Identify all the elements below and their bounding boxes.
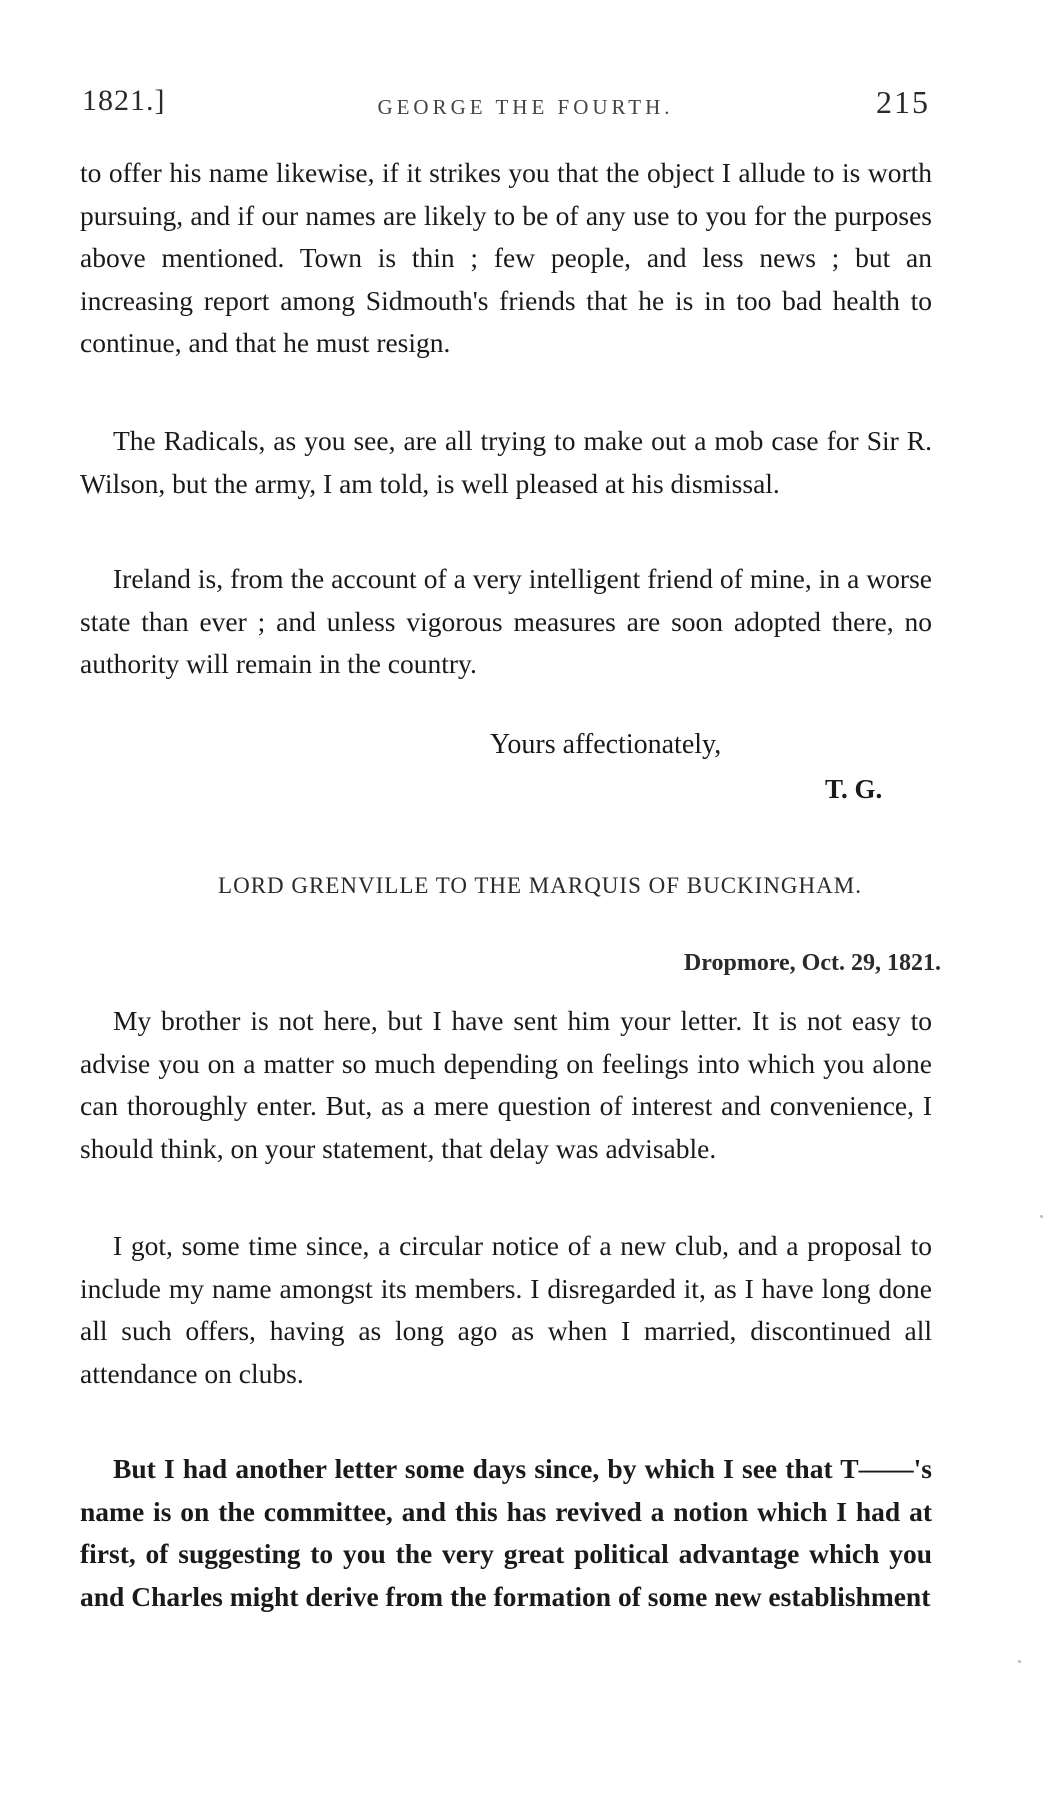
page-number: 215 bbox=[876, 84, 930, 120]
letter1-paragraph-1: to offer his name likewise, if it strikes you that the object I allude to is worth pursuing, and if our names are likely to be of any use to you for the purposes above mentioned. Town is thin ; few people, and less news ; but an increasing report among Sidmouth's friends that he is in too bad health to continue, and that he must resign. bbox=[80, 157, 932, 358]
letter2-heading: LORD GRENVILLE TO THE MARQUIS OF BUCKINGHAM. bbox=[218, 873, 862, 898]
letter1-signature: T. G. bbox=[825, 774, 883, 804]
paper-speck bbox=[1040, 1215, 1043, 1218]
paper-speck bbox=[1018, 1660, 1021, 1663]
letter2-dateline: Dropmore, Oct. 29, 1821. bbox=[683, 950, 941, 976]
letter2-paragraph-1: My brother is not here, but I have sent him your letter. It is not easy to advise you on a matter so much depending on feelings into which you alone can thoroughly enter. But, as a mere question of interest and convenience, I should think, on your statement, that delay was advisable. bbox=[80, 1005, 932, 1164]
letter1-paragraph-2: The Radicals, as you see, are all trying to make out a mob case for Sir R. Wilson, but the army, I am told, is well pleased at his dismissal. bbox=[80, 425, 932, 499]
letter2-paragraph-2: I got, some time since, a circular notice of a new club, and a proposal to include my name amongst its members. I disregarded it, as I have long done all such offers, having as long ago as when I married, discontinued all attendance on clubs. bbox=[80, 1230, 932, 1389]
letter2-paragraph-3: But I had another letter some days since, by which I see that T——'s name is on the committee, and this has revived a notion which I had at first, of suggesting to you the very great political advantage which you and Charles might derive from the formation of some new establishment bbox=[80, 1453, 932, 1612]
letter1-closing: Yours affectionately, bbox=[490, 729, 722, 760]
running-head-year: 1821.] bbox=[82, 84, 166, 117]
running-head-title: GEORGE THE FOURTH. bbox=[377, 95, 674, 119]
letter1-paragraph-3: Ireland is, from the account of a very intelligent friend of mine, in a worse state than ever ; and unless vigorous measures are soon adopted there, no authority will remain in the country. bbox=[80, 563, 932, 679]
